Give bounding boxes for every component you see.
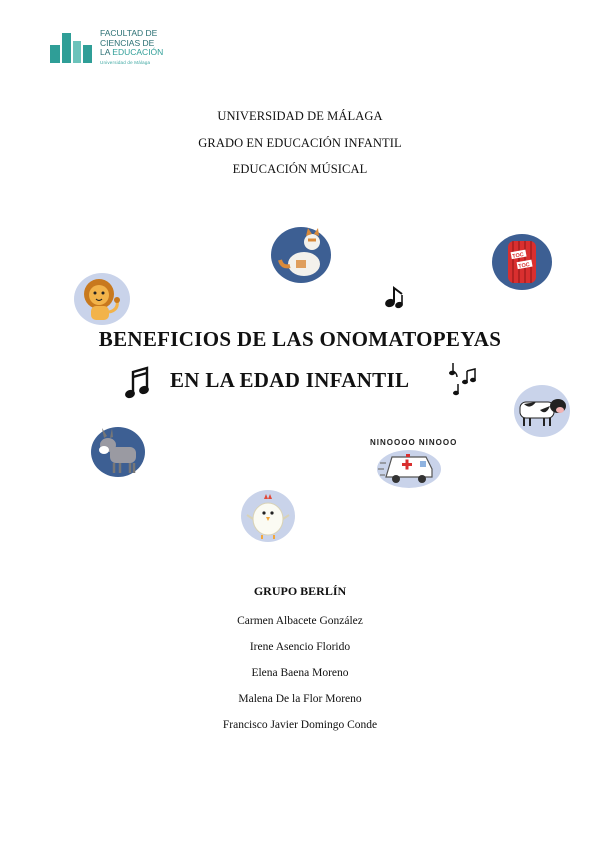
- door-knock-icon: [491, 233, 553, 291]
- faculty-logo-mark: [50, 31, 92, 65]
- university-name: UNIVERSIDAD DE MÁLAGA: [217, 109, 383, 123]
- group-member: Francisco Javier Domingo Conde: [222, 719, 378, 731]
- cow-icon: [510, 384, 570, 438]
- toc-label-1: TOC: [511, 252, 525, 260]
- degree-name: GRADO EN EDUCACIÓN INFANTIL: [198, 136, 402, 150]
- lion-icon: [73, 272, 131, 326]
- group-member: Carmen Albacete González: [237, 615, 363, 627]
- group-name: GRUPO BERLÍN: [253, 584, 347, 598]
- group-member: Elena Baena Moreno: [251, 667, 349, 679]
- faculty-logo: [50, 29, 170, 69]
- logo-subtitle: Universidad de Málaga: [100, 60, 151, 65]
- ambulance-icon: [376, 449, 442, 489]
- group-member: Irene Asencio Florido: [249, 641, 351, 653]
- logo-line-1: FACULTAD DE: [100, 28, 158, 38]
- music-note-icon: [449, 361, 477, 395]
- music-note-icon: [384, 285, 406, 311]
- logo-line-3: LA EDUCACIÓN: [100, 47, 164, 57]
- chick-icon: [240, 489, 296, 543]
- document-title-line-2: EN LA EDAD INFANTIL: [170, 368, 410, 392]
- ambulance-sound-text: NINOOOO NINOOO: [370, 438, 458, 447]
- donkey-icon: [90, 425, 148, 479]
- logo-line-2: CIENCIAS DE: [100, 37, 155, 48]
- document-title-line-1: BENEFICIOS DE LAS ONOMATOPEYAS: [98, 327, 502, 351]
- toc-label-2: TOC: [517, 262, 531, 270]
- group-member: Malena De la Flor Moreno: [238, 693, 362, 705]
- cat-icon: [270, 226, 332, 284]
- subject-name: EDUCACIÓN MÚSICAL: [232, 162, 368, 176]
- music-note-icon: [125, 366, 151, 400]
